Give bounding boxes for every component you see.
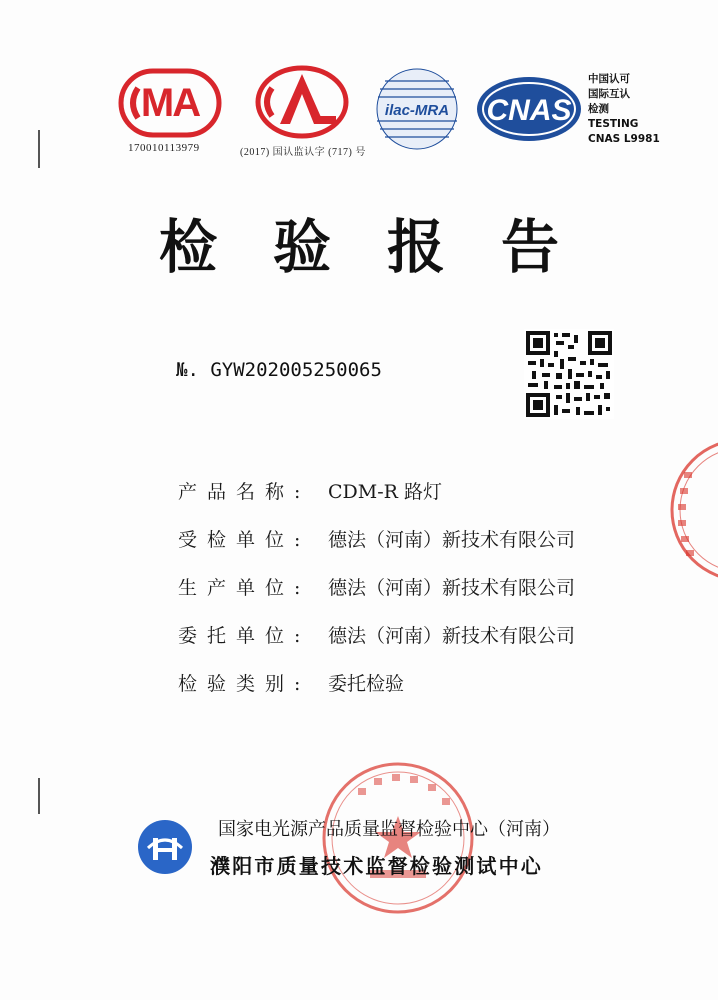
cal-logo-icon (254, 64, 350, 140)
field-inspection-type (178, 669, 575, 717)
field-product-name (178, 477, 575, 525)
cma-caption: 170010113979 (128, 142, 200, 154)
cnas-line: 国际互认 (588, 88, 630, 100)
field-value: 德法（河南）新技术有限公司 (328, 577, 576, 599)
cnas-line: TESTING (588, 118, 639, 130)
binder-mark-top (38, 130, 40, 168)
field-label: 生产单位: (178, 577, 311, 599)
cnas-info (588, 72, 660, 147)
cal-caption: (2017) 国认监认字 (717) 号 (240, 147, 366, 158)
field-inspected-unit (178, 525, 575, 573)
field-label: 产品名称: (178, 481, 311, 503)
report-number: №. GYW202005250065 (176, 359, 382, 381)
cnas-line: 中国认可 (588, 73, 630, 85)
field-value: 德法（河南）新技术有限公司 (328, 625, 576, 647)
cma-logo-icon (118, 68, 222, 138)
issuer-logo-icon (136, 818, 194, 876)
qr-code-icon (524, 329, 614, 419)
page-title: 检验报告 (158, 213, 615, 281)
cnas-logo-icon (474, 74, 584, 144)
field-value: 委托检验 (328, 673, 405, 695)
edge-seal-icon (664, 432, 718, 588)
issuer-name-line1: 国家电光源产品质量监督检验中心（河南） (218, 819, 560, 840)
field-value: 德法（河南）新技术有限公司 (328, 529, 576, 551)
issuer-name-line2: 濮阳市质量技术监督检验测试中心 (210, 854, 543, 878)
ilac-mra-logo-icon (370, 64, 464, 154)
info-fields (178, 477, 575, 717)
field-value: CDM-R 路灯 (328, 481, 442, 503)
ilac-mra-text: ilac-MRA (384, 102, 450, 119)
field-production-unit (178, 573, 575, 621)
cnas-text: CNAS (486, 94, 572, 127)
field-label: 委托单位: (178, 625, 311, 647)
cnas-line: CNAS L9981 (588, 133, 660, 145)
field-label: 检验类别: (178, 673, 311, 695)
field-label: 受检单位: (178, 529, 311, 551)
binder-mark-bottom (38, 778, 40, 814)
svg-text:MA: MA (140, 81, 200, 125)
field-commissioning-unit (178, 621, 575, 669)
cnas-line: 检测 (588, 103, 609, 115)
